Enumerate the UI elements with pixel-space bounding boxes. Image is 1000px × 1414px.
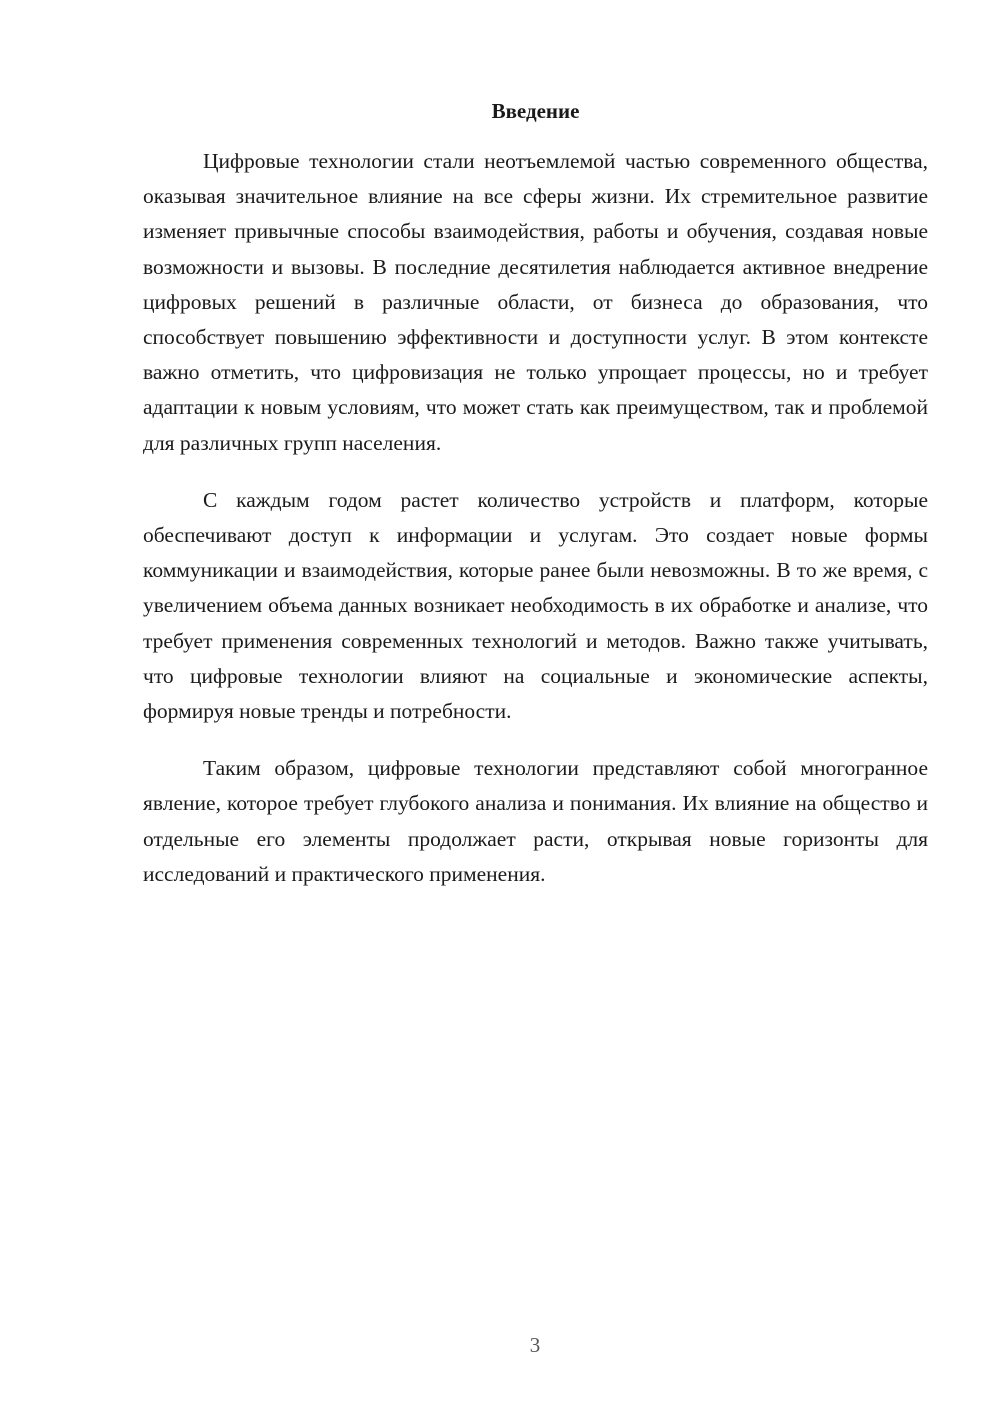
section-title: Введение	[491, 99, 580, 123]
page-number: 3	[529, 1333, 541, 1357]
document-body	[143, 96, 928, 914]
paragraph-1: Цифровые технологии стали неотъемлемой частью современного общества, оказывая значительное влияние на все сферы жизни. Их стремительное развитие изменяет привычные способы взаимодействия, работы и обучения, создавая новые возможности и вызовы. В последние десятилетия наблюдается активное внедрение цифровых решений в различные области, от бизнеса до образования, что способствует повышению эффективности и доступности услуг. В этом контексте важно отметить, что цифровизация не только упрощает процессы, но и требует адаптации к новым условиям, что может стать как преимуществом, так и проблемой для различных групп населения.	[143, 149, 928, 455]
paragraph-3: Таким образом, цифровые технологии представляют собой многогранное явление, которое требует глубокого анализа и понимания. Их влияние на общество и отдельные его элементы продолжает расти, открывая новые горизонты для исследований и практического применения.	[143, 756, 928, 886]
paragraph-2: С каждым годом растет количество устройств и платформ, которые обеспечивают доступ к информации и услугам. Это создает новые формы коммуникации и взаимодействия, которые ранее были невозможны. В то же время, с увеличением объема данных возникает необходимость в их обработке и анализе, что требует применения современных технологий и методов. Важно также учитывать, что цифровые технологии влияют на социальные и экономические аспекты, формируя новые тренды и потребности.	[143, 487, 928, 724]
